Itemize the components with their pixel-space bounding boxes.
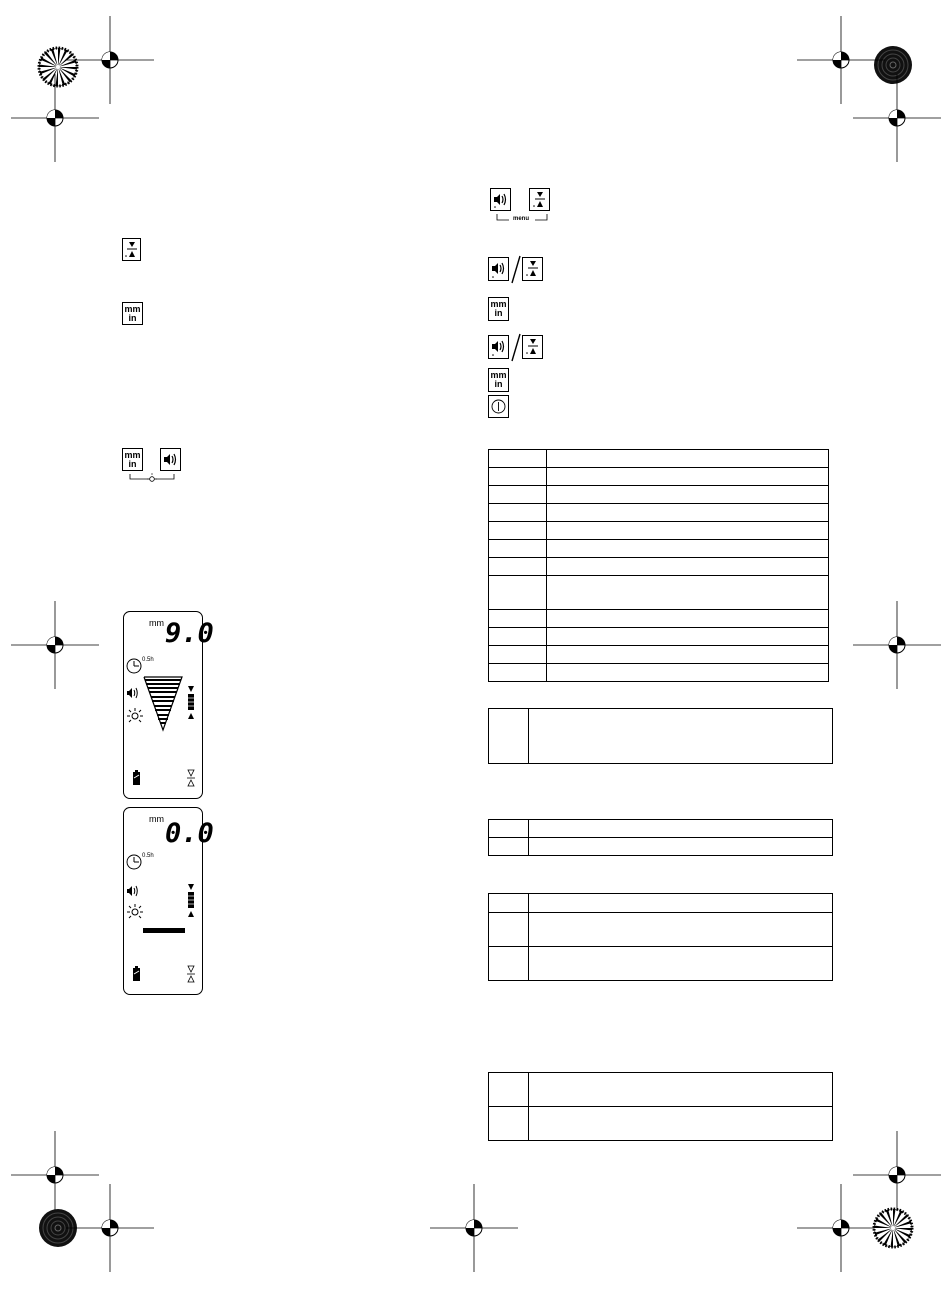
table-3 [488, 819, 833, 856]
table-row [489, 838, 833, 856]
table-row [489, 913, 833, 947]
table-row [489, 709, 833, 764]
table-4 [488, 893, 833, 981]
unit-toggle-key-icon: mm in [488, 368, 509, 392]
table-row [489, 947, 833, 981]
table-row [489, 504, 829, 522]
alignment-key-icon [522, 335, 543, 359]
menu-label: menu [513, 216, 530, 222]
table-row [489, 610, 829, 628]
unit-toggle-key-icon: mm in [122, 302, 143, 325]
table-row [489, 540, 829, 558]
table-row [489, 486, 829, 504]
unit-toggle-key-icon: mm in [122, 448, 143, 471]
table-row [489, 576, 829, 610]
depth-readout: 9.0 [165, 618, 214, 649]
sound-key-icon [488, 335, 509, 359]
table-row [489, 1107, 833, 1141]
table-row [489, 646, 829, 664]
depth-readout: 0.0 [165, 818, 214, 849]
sound-key-icon [488, 257, 509, 281]
table-row [489, 558, 829, 576]
table-row [489, 522, 829, 540]
power-key-icon [488, 395, 509, 418]
lcd-display-scanning: mm 9.0 0.5h [123, 611, 203, 799]
slash-separator [510, 255, 522, 285]
sound-key-icon [490, 188, 511, 211]
table-row [489, 820, 833, 838]
unit-toggle-key-icon: mm in [488, 297, 509, 321]
table-row [489, 664, 829, 682]
combo-bracket-light [128, 472, 176, 484]
table-row [489, 468, 829, 486]
sound-key-icon [160, 448, 181, 471]
alignment-key-icon [522, 257, 543, 281]
table-1 [488, 449, 829, 682]
alignment-key-icon [529, 188, 550, 211]
alignment-key-icon [122, 238, 141, 261]
table-2 [488, 708, 833, 764]
slash-separator [510, 333, 522, 363]
table-row [489, 1073, 833, 1107]
lcd-display-zero: mm 0.0 0.5h [123, 807, 203, 995]
table-row [489, 450, 829, 468]
table-row [489, 628, 829, 646]
table-row [489, 894, 833, 913]
table-5 [488, 1072, 833, 1141]
